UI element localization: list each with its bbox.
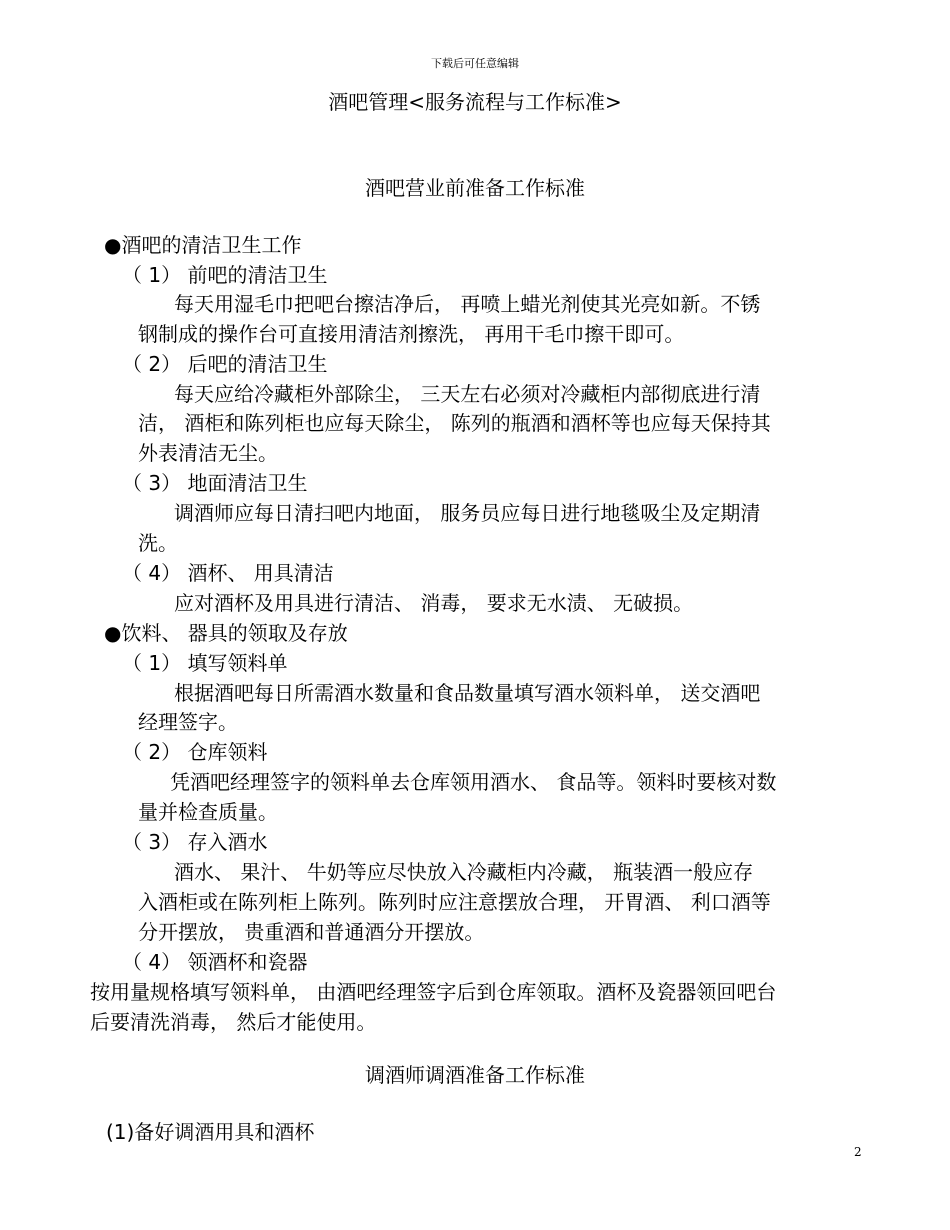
body-line: 根据酒吧每日所需酒水数量和食品数量填写酒水领料单， 送交酒吧 <box>174 681 761 705</box>
body-line: 钢制成的操作台可直接用清洁剂擦洗， 再用干毛巾擦干即可。 <box>138 322 685 346</box>
item-label-tools: (1)备好调酒用具和酒杯 <box>106 1120 315 1144</box>
bullet-heading-cleaning: ●酒吧的清洁卫生工作 <box>104 233 302 257</box>
body-line: 经理签字。 <box>138 710 238 734</box>
page-number: 2 <box>854 1145 862 1159</box>
item-label-glassware: （ 4） 酒杯、 用具清洁 <box>122 561 334 585</box>
body-line: 后要清洗消毒， 然后才能使用。 <box>90 1010 377 1034</box>
item-label-floor: （ 3） 地面清洁卫生 <box>122 471 308 495</box>
body-line: 分开摆放， 贵重酒和普通酒分开摆放。 <box>138 920 485 944</box>
section-heading-bartender: 调酒师调酒准备工作标准 <box>365 1063 585 1087</box>
body-line: 洗。 <box>138 531 178 555</box>
body-line: 每天应给冷藏柜外部除尘， 三天左右必须对冷藏柜内部彻底进行清 <box>174 382 761 406</box>
body-line: 外表清洁无尘。 <box>138 441 278 465</box>
item-label-warehouse: （ 2） 仓库领料 <box>122 740 268 764</box>
body-line: 按用量规格填写领料单， 由酒吧经理签字后到仓库领取。酒杯及瓷器领回吧台 <box>90 980 777 1004</box>
document-title: 酒吧管理<服务流程与工作标准> <box>328 90 622 114</box>
item-label-glasses-porcelain: （ 4） 领酒杯和瓷器 <box>122 950 308 974</box>
body-line: 每天用湿毛巾把吧台擦洁净后， 再喷上蜡光剂使其光亮如新。不锈 <box>174 292 761 316</box>
item-label-storage: （ 3） 存入酒水 <box>122 830 268 854</box>
section-heading-preparation: 酒吧营业前准备工作标准 <box>365 176 585 200</box>
item-label-back-bar: （ 2） 后吧的清洁卫生 <box>122 352 328 376</box>
header-note: 下载后可任意编辑 <box>431 57 519 70</box>
item-label-front-bar: （ 1） 前吧的清洁卫生 <box>122 263 328 287</box>
body-line: 洁， 酒柜和陈列柜也应每天除尘， 陈列的瓶酒和酒杯等也应每天保持其 <box>138 411 771 435</box>
body-line: 凭酒吧经理签字的领料单去仓库领用酒水、 食品等。领料时要核对数 <box>170 770 777 794</box>
body-line: 应对酒杯及用具进行清洁、 消毒， 要求无水渍、 无破损。 <box>174 591 694 615</box>
body-line: 酒水、 果汁、 牛奶等应尽快放入冷藏柜内冷藏， 瓶装酒一般应存 <box>174 860 754 884</box>
item-label-requisition: （ 1） 填写领料单 <box>122 651 288 675</box>
body-line: 调酒师应每日清扫吧内地面， 服务员应每日进行地毯吸尘及定期清 <box>174 501 761 525</box>
bullet-heading-supplies: ●饮料、 器具的领取及存放 <box>104 621 348 645</box>
body-line: 量并检查质量。 <box>138 800 278 824</box>
body-line: 入酒柜或在陈列柜上陈列。陈列时应注意摆放合理， 开胃酒、 利口酒等 <box>138 890 771 914</box>
